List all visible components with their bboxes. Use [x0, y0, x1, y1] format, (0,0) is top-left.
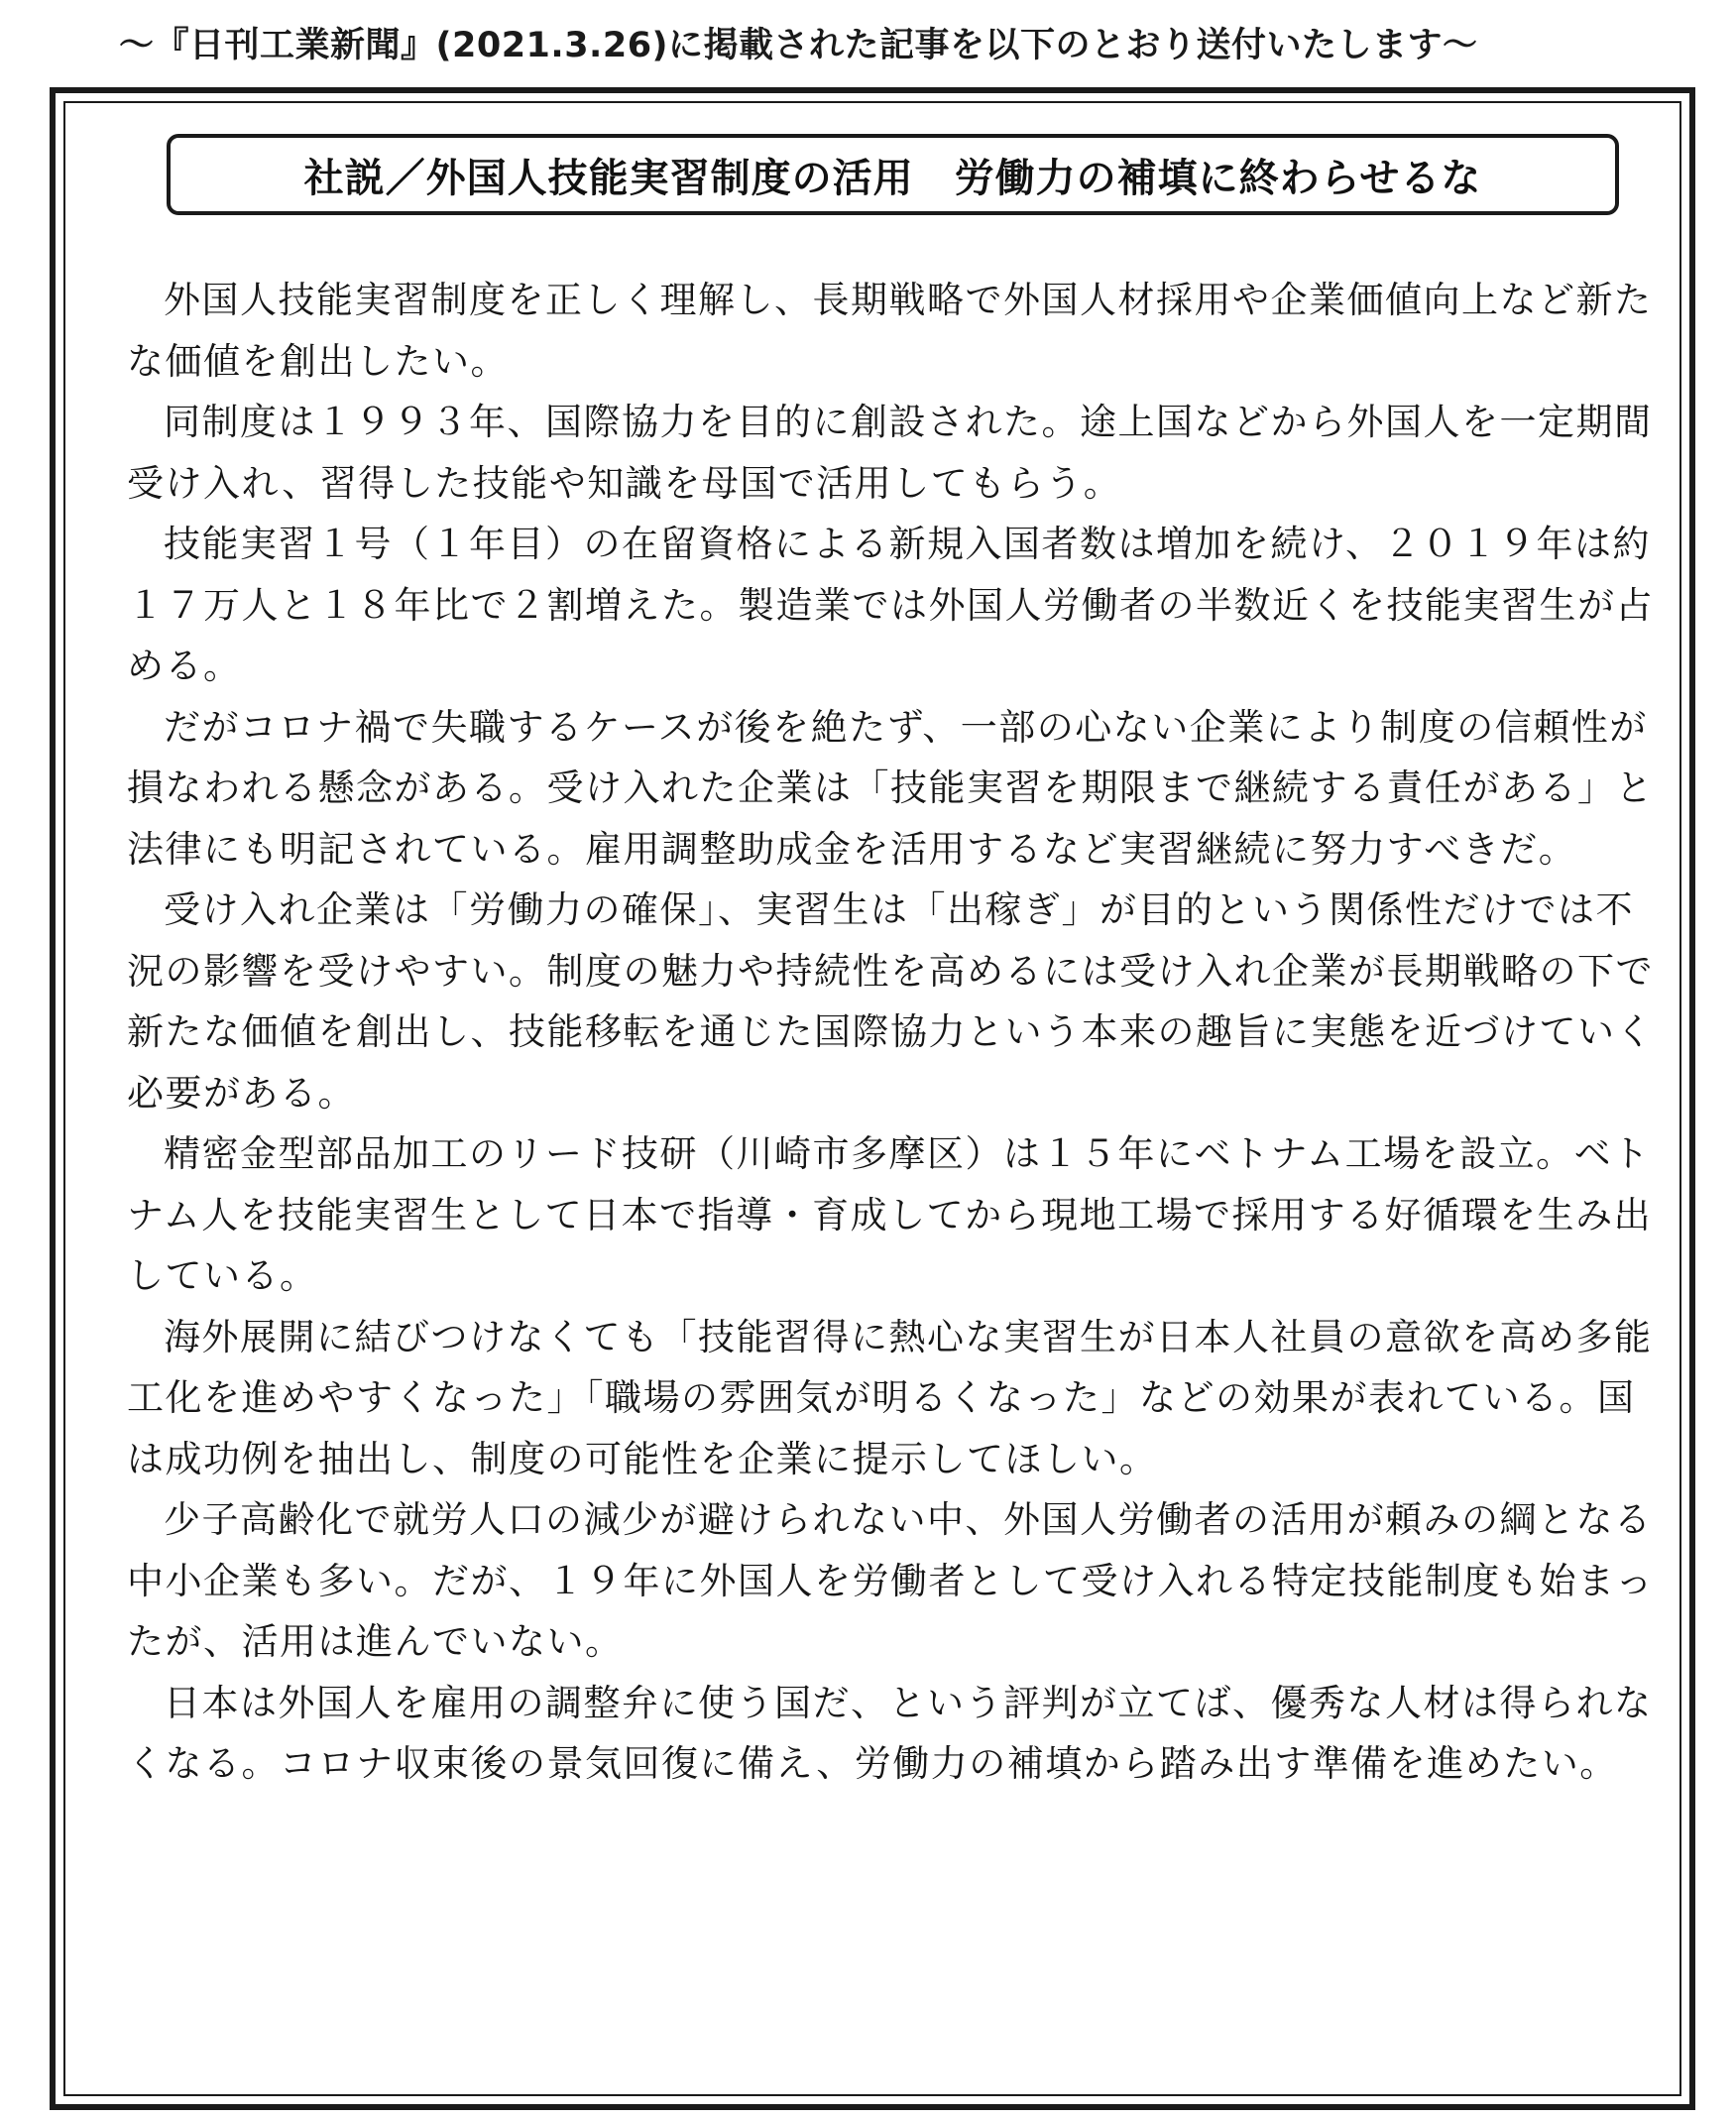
article-paragraph: だがコロナ禍で失職するケースが後を絶たず、一部の心ない企業により制度の信頼性が損なわれる懸念がある。受け入れた企業は「技能実習を期限まで継続する責任がある」と法律にも明記されている。雇用調整助成金を活用するなど実習継続に努力すべきだ。 — [127, 705, 1654, 871]
article-paragraph: 外国人技能実習制度を正しく理解し、長期戦略で外国人材採用や企業価値向上など新たな価値を創出したい。 — [127, 279, 1653, 383]
article-title: 社説／外国人技能実習制度の活用 労働力の補填に終わらせるな — [303, 155, 1482, 201]
article-paragraph: 日本は外国人を雇用の調整弁に使う国だ、という評判が立てば、優秀な人材は得られなくなる。コロナ収束後の景気回復に備え、労働力の補填から踏み出す準備を進めたい。 — [127, 1681, 1653, 1785]
article-paragraph: 海外展開に結びつけなくても「技能習得に熱心な実習生が日本人社員の意欲を高め多能工化を進めやすくなった」「職場の雰囲気が明るくなった」などの効果が表れている。国は成功例を抽出し、制度の可能性を企業に提示してほしい。 — [127, 1315, 1653, 1480]
article-paragraph: 少子高齢化で就労人口の減少が避けられない中、外国人労働者の活用が頼みの綱となる中小企業も多い。だが、１９年に外国人を労働者として受け入れる特定技能制度も始まったが、活用は進んでいない。 — [127, 1498, 1654, 1663]
article-paragraph: 同制度は１９９３年、国際協力を目的に創設された。途上国などから外国人を一定期間受け入れ、習得した技能や知識を母国で活用してもらう。 — [127, 401, 1653, 505]
article-paragraph: 精密金型部品加工のリード技研（川崎市多摩区）は１５年にベトナム工場を設立。ベトナム人を技能実習生として日本で指導・育成してから現地工場で採用する好循環を生み出している。 — [127, 1132, 1653, 1297]
source-header-line: 〜『日刊工業新聞』(2021.3.26)に掲載された記事を以下のとおり送付いたします〜 — [119, 26, 1478, 65]
article-title-box — [167, 134, 1619, 215]
article-paragraph: 受け入れ企業は「労働力の確保」、実習生は「出稼ぎ」が目的という関係性だけでは不況の影響を受けやすい。制度の魅力や持続性を高めるには受け入れ企業が長期戦略の下で新たな価値を創出し、技能移転を通じた国際協力という本来の趣旨に実態を近づけていく必要がある。 — [127, 888, 1654, 1115]
article-paragraph: 技能実習１号（１年目）の在留資格による新規入国者数は増加を続け、２０１９年は約１７万人と１８年比で２割増えた。製造業では外国人労働者の半数近くを技能実習生が占める。 — [127, 523, 1654, 687]
article-body — [127, 270, 1654, 1795]
